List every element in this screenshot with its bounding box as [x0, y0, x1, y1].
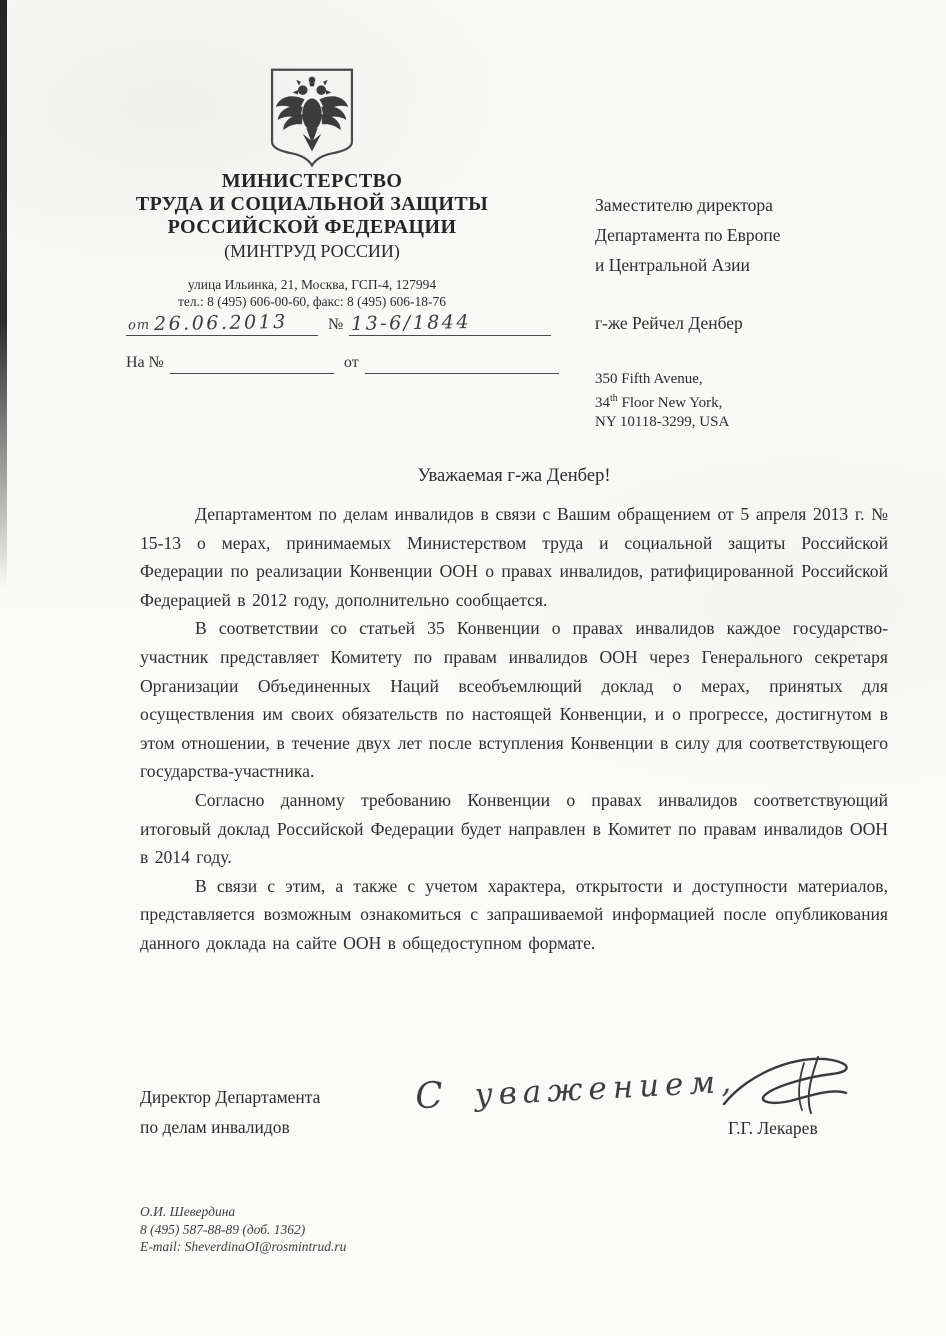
- ministry-name-line3: РОССИЙСКОЙ ФЕДЕРАЦИИ: [167, 216, 457, 238]
- reply-reference-row: [126, 352, 559, 374]
- recipient-block: [595, 190, 895, 432]
- recipient-name: г-же Рейчел Денбер: [595, 313, 743, 333]
- recipient-address-line1: 350 Fifth Avenue,: [595, 371, 703, 387]
- ministry-address: улица Ильинка, 21, Москва, ГСП-4, 127994: [187, 277, 437, 292]
- ministry-phones: тел.: 8 (495) 606-00-60, факс: 8 (495) 606-18-76: [178, 293, 446, 309]
- executor-name: О.И. Шевердина: [140, 1204, 236, 1219]
- scan-edge-shadow: [0, 0, 7, 590]
- recipient-title-line3: и Центральной Азии: [595, 255, 750, 275]
- signer-name: Г.Г. Лекарев: [728, 1118, 818, 1138]
- recipient-title-line2: Департамента по Европе: [595, 225, 781, 245]
- ministry-name-line2: ТРУДА И СОЦИАЛЬНОЙ ЗАЩИТЫ: [135, 193, 489, 215]
- number-sign-label: №: [328, 316, 344, 333]
- signature-icon: [712, 1052, 862, 1124]
- executor-email: E-mail: SheverdinaOI@rosmintrud.ru: [140, 1239, 347, 1254]
- russia-coat-of-arms-icon: [258, 66, 366, 170]
- signer-title-line2: по делам инвалидов: [140, 1117, 290, 1137]
- signer-title: [140, 1082, 320, 1142]
- reply-number-field: [170, 352, 334, 374]
- recipient-title-line1: Заместителю директора: [595, 195, 773, 215]
- handwritten-number: 13-6/1844: [351, 310, 472, 336]
- double-headed-eagle: [276, 77, 348, 152]
- letterhead: [108, 170, 516, 310]
- outgoing-date-field: [126, 312, 318, 336]
- paragraph-3: Согласно данному требованию Конвенции о правах инвалидов соответствующий итоговый доклад Российской Федерации будет направлен в Комитет по правам инвалидов ООН в 2014 году.: [140, 789, 888, 868]
- outgoing-reference-row: [126, 312, 551, 336]
- outgoing-number-field: [349, 312, 551, 336]
- handwritten-closing: С уважением,: [414, 1063, 738, 1118]
- salutation: Уважаемая г-жа Денбер!: [417, 466, 611, 486]
- signer-title-line1: Директор Департамента: [140, 1087, 321, 1107]
- handwritten-date: 26.06.2013: [153, 310, 288, 336]
- executor-phone: 8 (495) 587-88-89 (доб. 1362): [140, 1221, 306, 1237]
- recipient-address-line2: 34th Floor New York,: [595, 393, 723, 411]
- letter-body: [140, 500, 888, 958]
- ministry-short-name: (МИНТРУД РОССИИ): [224, 241, 400, 261]
- paragraph-1: Департаментом по делам инвалидов в связи с Вашим обращением от 5 апреля 2013 г. № 15-13 о мерах, принимаемых Министерством труда и социальной защиты Российской Федерации по реализации Конвенции ООН о правах инвалидов, ратифицированной Российской Федерацией в 2012 году, дополнительно сообщается.: [140, 504, 888, 610]
- executor-contact: [140, 1203, 346, 1256]
- ordinal-suffix: th: [610, 393, 618, 404]
- ministry-name-line1: МИНИСТЕРСТВО: [221, 170, 403, 192]
- paragraph-2: В соответствии со статьей 35 Конвенции о правах инвалидов каждое государство-участник представляет Комитету по правам инвалидов ООН через Генерального секретаря Организации Объединенных Наций всеобъемлющий доклад о мерах, принятых для осуществления им своих обязательств по настоящей Конвенции, и о прогрессе, достигнутом в этом отношении, в течение двух лет после вступления Конвенции в силу для соответствующего государства-участника.: [140, 618, 888, 782]
- recipient-address-line3: NY 10118-3299, USA: [595, 414, 730, 430]
- reply-number-label: На №: [126, 354, 164, 371]
- paragraph-4: В связи с этим, а также с учетом характера, открытости и доступности материалов, представляется возможным ознакомиться с запрашиваемой информацией после опубликования данного доклада на сайте ООН в общедоступном формате.: [140, 875, 888, 953]
- reply-date-label: от: [343, 354, 359, 371]
- handwritten-date-prefix: от: [127, 317, 151, 334]
- recipient-address: [595, 370, 895, 432]
- reply-date-field: [365, 352, 559, 374]
